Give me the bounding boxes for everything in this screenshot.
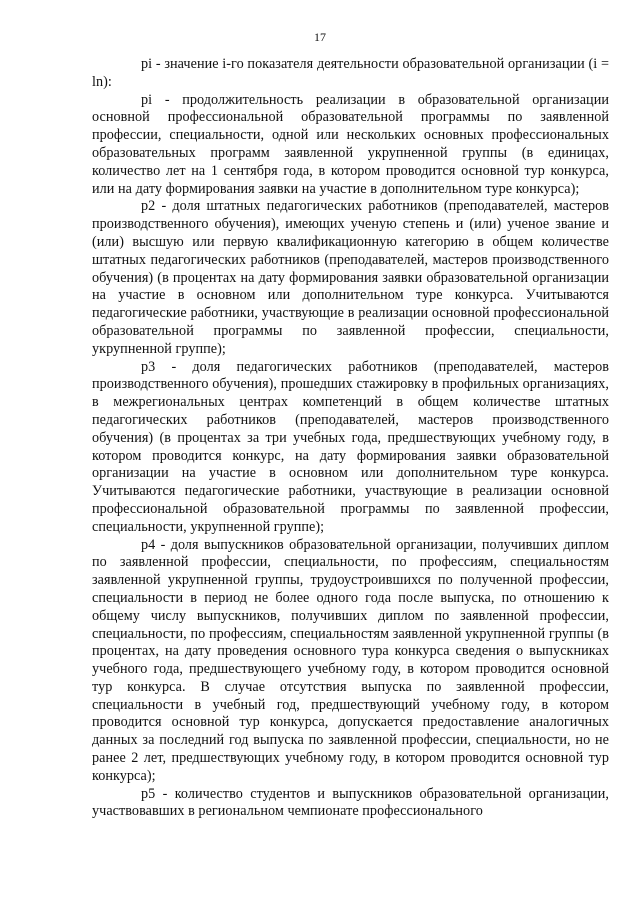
paragraph-p4: p4 - доля выпускников образовательной организации, получивших диплом по заявленной профессии, специальности, по профессиям, специальностям заявленной укрупненной группы, трудоустроившихся по полученной профессии, специальности в период не более одного года после выпуска, по отношению к общему числу выпускников, получивших диплом по заявленной профессии, специальности, по профессиям, специальностям заявленной укрупненной группы (в процентах, на дату проведения основного тура конкурса сведения о выпускниках учебного года, предшествующего учебному году, в котором проводится основной тур конкурса. В случае отсутствия выпуска по заявленной профессии, специальности в учебный год, предшествующий учебному году, в котором проводится основной тур конкурса, допускается предоставление аналогичных данных за последний год выпуска по заявленной профессии, специальности, но не ранее 2 лет, предшествующих учебному году, в котором проводится основной тур конкурса); xyxy=(92,536,609,784)
paragraph-p2: p2 - доля штатных педагогических работников (преподавателей, мастеров производственного обучения), имеющих ученую степень и (или) ученое звание и (или) высшую или первую квалификационную категорию в общем количестве штатных педагогических работников (преподавателей, мастеров производственного обучения) (в процентах на дату формирования заявки образовательной организации на участие в основном или дополнительном туре конкурса. Учитываются педагогические работники, участвующие в реализации основной профессиональной образовательной программы по заявленной профессии, специальности, укрупненной группе); xyxy=(92,198,609,357)
page-number: 17 xyxy=(314,30,326,44)
paragraph-p-i-definition: pi - значение i-го показателя деятельности образовательной организации (i = ln): xyxy=(92,56,609,90)
body-text xyxy=(92,56,609,821)
paragraph-p5: p5 - количество студентов и выпускников образовательной организации, участвовавших в региональном чемпионате профессионального xyxy=(92,785,609,820)
paragraph-p3: p3 - доля педагогических работников (преподавателей, мастеров производственного обучения), прошедших стажировку в профильных организациях, в межрегиональных центрах компетенций в общем количестве штатных педагогических работников (преподавателей, мастеров производственного обучения) (в процентах за три учебных года, предшествующих учебному году, в котором проводится конкурс, на дату формирования заявки образовательной организации на участие в основном или дополнительном туре конкурса. Учитываются педагогические работники, участвующие в реализации основной профессиональной образовательной программы по заявленной профессии, специальности, укрупненной группе); xyxy=(92,358,609,535)
paragraph-p1: pi - продолжительность реализации в образовательной организации основной профессиональной образовательной программы по заявленной профессии, специальности, одной или нескольких основных профессиональных образовательных программ заявленной укрупненной группы (в единицах, количество лет на 1 сентября года, в котором проводится основной тур конкурса, или на дату формирования заявки на участие в дополнительном туре конкурса); xyxy=(92,91,609,197)
